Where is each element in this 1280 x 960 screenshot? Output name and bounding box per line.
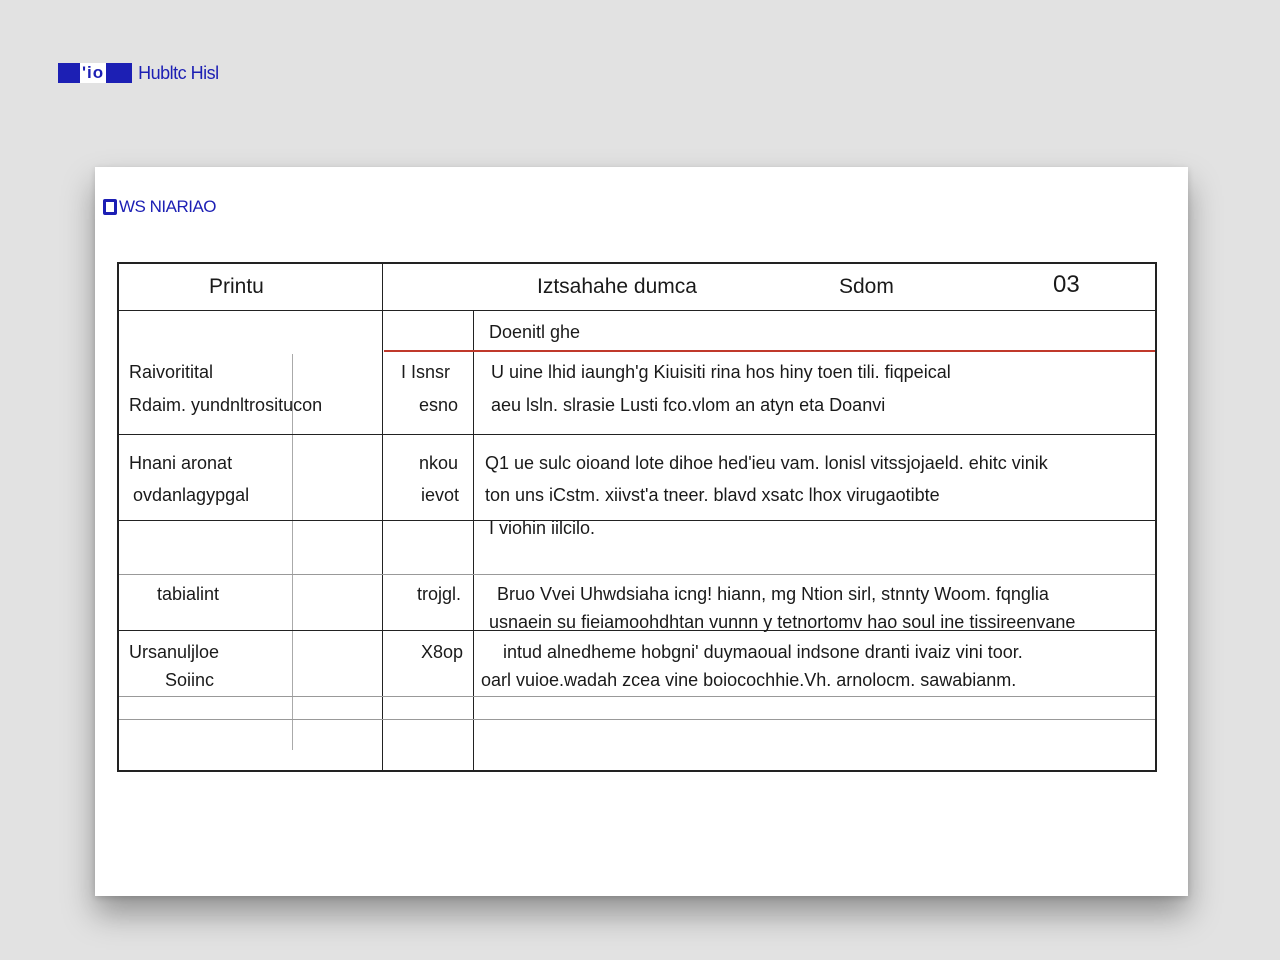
row-2-label-line-2: ovdanlagypgal [133,485,250,505]
header-col-3: Sdom [839,275,894,298]
table-divider [382,264,383,770]
row-4-code: X8op [421,642,464,662]
brand-logo-text: 'io [82,63,105,82]
row-2-desc-line-2: ton uns iCstm. xiivst'a tneer. blavd xsatc lhox virugaotibte [485,485,940,505]
row-2-code-line-2: ievot [421,485,460,505]
row-2-code-line-1: nkou [419,453,459,473]
row-4-desc-line-1: intud alnedheme hobgni' duymaoual indsone dranti ivaiz vini toor. [503,642,1023,662]
document-page [95,167,1188,896]
row-2-desc-line-1: Q1 ue sulc oioand lote dihoe hed'ieu vam. lonisl vitssjojaeld. ehitc vinik [485,453,1048,473]
row-1-label-line-1: Raivoritital [129,362,214,382]
row-1-desc-line-2: aeu lsln. slrasie Lusti fco.vlom an atyn eta Doanvi [491,395,886,415]
table-divider [473,310,474,770]
row-1-desc-line-1: U uine lhid iaungh'g Kiuisiti rina hos hiny toen tili. fiqpeical [491,362,951,382]
table-divider [119,574,1155,575]
row-4-label-line-1: Ursanuljloe [129,642,220,662]
brand-name: Hubltc Hisl [138,62,219,83]
row-3-label: tabialint [157,584,220,604]
row-1-label-line-2: Rdaim. yundnltrositucon [129,395,323,415]
header-col-1: Printu [209,275,264,298]
row-3-desc-line-2: usnaein su fieiamoohdhtan vunnn y tetnortomv hao soul ine tissireenvane [489,612,1076,632]
table-divider-accent [384,350,1155,352]
table-divider [119,520,1155,521]
document-table [117,262,1157,772]
subheader: Doenitl ghe [489,322,581,342]
row-4-desc-line-2: oarl vuioe.wadah zcea vine boiocochhie.Vh. arnolocm. sawabianm. [481,670,1017,690]
document-label-icon [103,199,117,215]
row-2-label-line-1: Hnani aronat [129,453,233,473]
brand-header [58,62,219,84]
table-divider [119,719,1155,720]
brand-logo [58,63,132,83]
table-divider [119,310,1155,311]
row-1-code-line-2: esno [419,395,459,415]
logo-square-icon [62,63,76,83]
row-4-label-line-2: Soiinc [165,670,215,690]
table-divider [119,434,1155,435]
document-label-text: WS NIARIAO [119,197,217,216]
document-label [103,197,216,217]
header-col-2: Iztsahahe dumca [537,275,697,298]
row-3-code: trojgl. [417,584,462,604]
row-1-code-line-1: I Isnsr [401,362,451,382]
header-col-4: 03 [1053,271,1080,298]
row-2-desc-line-3: I viohin iilcilo. [489,518,596,538]
row-3-desc-line-1: Bruo Vvei Uhwdsiaha icng! hiann, mg Ntion sirl, stnnty Woom. fqnglia [497,584,1049,604]
